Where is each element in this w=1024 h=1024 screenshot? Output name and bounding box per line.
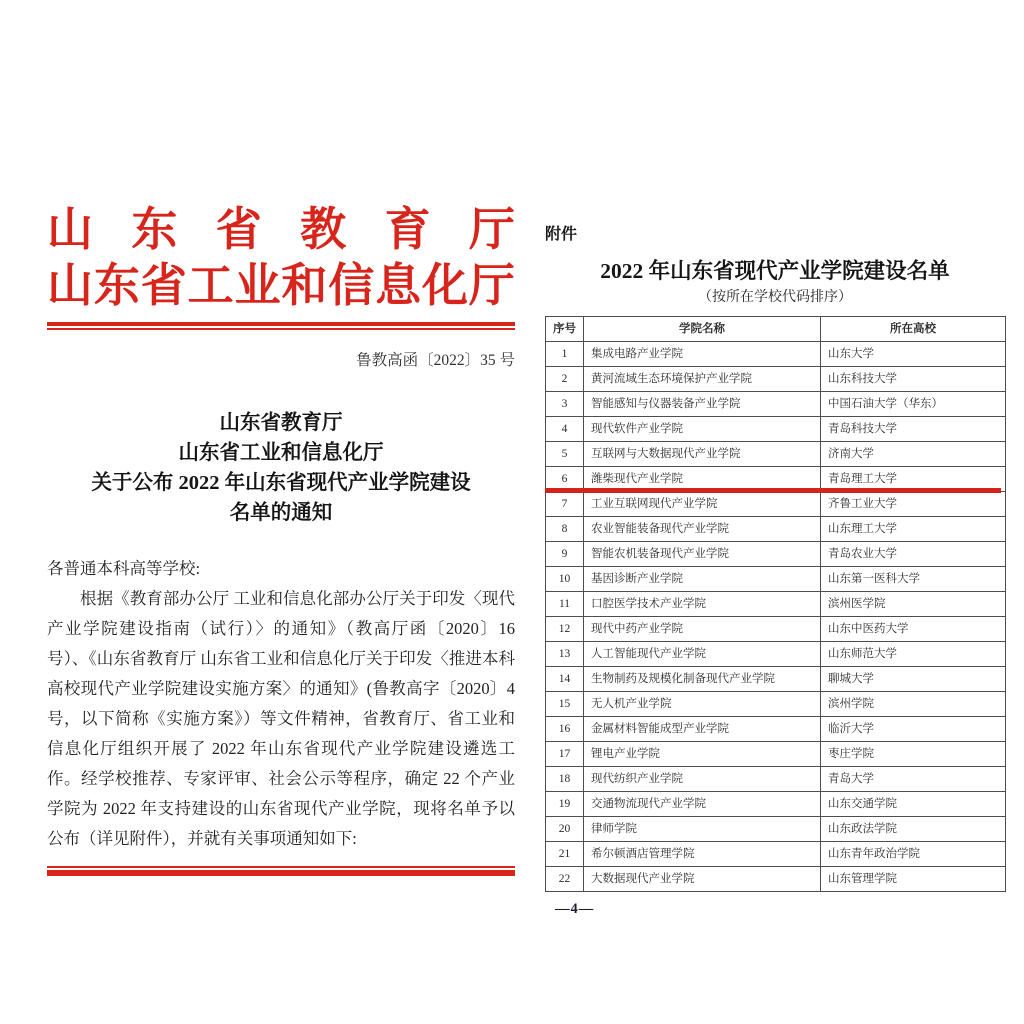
notice-title <box>47 408 515 528</box>
attachment-subtitle: （按所在学校代码排序） <box>698 290 852 305</box>
row-number-cell: 8 <box>546 517 584 542</box>
row-number-cell: 1 <box>546 342 584 367</box>
row-number-cell: 16 <box>546 717 584 742</box>
row-number-cell: 15 <box>546 692 584 717</box>
table-row <box>546 842 1006 867</box>
table-row <box>546 617 1006 642</box>
table-row <box>546 767 1006 792</box>
college-name-cell: 人工智能现代产业学院 <box>584 642 821 667</box>
university-cell: 山东科技大学 <box>821 367 1006 392</box>
table-row <box>546 417 1006 442</box>
college-name-cell: 律师学院 <box>584 817 821 842</box>
college-name-cell: 生物制药及规模化制备现代产业学院 <box>584 667 821 692</box>
table-row <box>546 792 1006 817</box>
college-name-cell: 智能农机装备现代产业学院 <box>584 542 821 567</box>
university-cell: 山东中医药大学 <box>821 617 1006 642</box>
table-header-row <box>546 317 1006 342</box>
college-name-cell: 农业智能装备现代产业学院 <box>584 517 821 542</box>
letterhead-agency-line2: 山 东 省 工 业 和 信 息 化 厅 <box>47 260 515 311</box>
attachment-label: 附件 <box>545 226 578 243</box>
row-number-cell: 5 <box>546 442 584 467</box>
university-cell: 青岛理工大学 <box>821 467 1006 492</box>
university-cell: 山东管理学院 <box>821 867 1006 892</box>
university-cell: 滨州学院 <box>821 692 1006 717</box>
college-name-cell: 锂电产业学院 <box>584 742 821 767</box>
row-number-cell: 10 <box>546 567 584 592</box>
college-name-cell: 黄河流域生态环境保护产业学院 <box>584 367 821 392</box>
university-cell: 山东青年政治学院 <box>821 842 1006 867</box>
header-cell-college: 学院名称 <box>584 317 821 342</box>
rule-thick-line <box>47 870 515 876</box>
college-name-cell: 集成电路产业学院 <box>584 342 821 367</box>
row-number-cell: 7 <box>546 492 584 517</box>
row-number-cell: 3 <box>546 392 584 417</box>
college-name-cell: 无人机产业学院 <box>584 692 821 717</box>
college-table-wrap <box>545 316 1005 892</box>
college-name-cell: 现代软件产业学院 <box>584 417 821 442</box>
attachment-title: 2022 年山东省现代产业学院建设名单 <box>600 259 950 283</box>
table-row <box>546 592 1006 617</box>
university-cell: 山东政法学院 <box>821 817 1006 842</box>
notice-title-line: 名单的通知 <box>229 502 333 524</box>
row-number-cell: 4 <box>546 417 584 442</box>
table-row <box>546 467 1006 492</box>
university-cell: 山东交通学院 <box>821 792 1006 817</box>
row-number-cell: 11 <box>546 592 584 617</box>
row-number-cell: 20 <box>546 817 584 842</box>
table-row <box>546 692 1006 717</box>
university-cell: 山东理工大学 <box>821 517 1006 542</box>
table-row <box>546 367 1006 392</box>
university-cell: 青岛农业大学 <box>821 542 1006 567</box>
table-row <box>546 392 1006 417</box>
college-name-cell: 基因诊断产业学院 <box>584 567 821 592</box>
college-name-cell: 大数据现代产业学院 <box>584 867 821 892</box>
notice-document <box>47 202 515 854</box>
college-name-cell: 现代中药产业学院 <box>584 617 821 642</box>
university-cell: 山东师范大学 <box>821 642 1006 667</box>
university-cell: 山东第一医科大学 <box>821 567 1006 592</box>
university-cell: 临沂大学 <box>821 717 1006 742</box>
college-name-cell: 潍柴现代产业学院 <box>584 467 821 492</box>
college-name-cell: 互联网与大数据现代产业学院 <box>584 442 821 467</box>
row-number-cell: 6 <box>546 467 584 492</box>
university-cell: 枣庄学院 <box>821 742 1006 767</box>
college-name-cell: 现代纺织产业学院 <box>584 767 821 792</box>
row-number-cell: 14 <box>546 667 584 692</box>
header-cell-no: 序号 <box>546 317 584 342</box>
table-row <box>546 542 1006 567</box>
college-name-cell: 口腔医学技术产业学院 <box>584 592 821 617</box>
university-cell: 山东大学 <box>821 342 1006 367</box>
university-cell: 青岛大学 <box>821 767 1006 792</box>
table-row <box>546 442 1006 467</box>
university-cell: 齐鲁工业大学 <box>821 492 1006 517</box>
notice-title-line: 关于公布 2022 年山东省现代产业学院建设 <box>91 472 471 494</box>
university-cell: 滨州医学院 <box>821 592 1006 617</box>
table-row <box>546 342 1006 367</box>
table-row <box>546 817 1006 842</box>
college-name-cell: 交通物流现代产业学院 <box>584 792 821 817</box>
university-cell: 中国石油大学（华东） <box>821 392 1006 417</box>
rule-thin-line <box>47 328 515 330</box>
table-row <box>546 867 1006 892</box>
college-name-cell: 工业互联网现代产业学院 <box>584 492 821 517</box>
table-row <box>546 717 1006 742</box>
row-number-cell: 22 <box>546 867 584 892</box>
salutation: 各普通本科高等学校: <box>47 559 201 578</box>
header-cell-university: 所在高校 <box>821 317 1006 342</box>
notice-body-paragraph: 根据《教育部办公厅 工业和信息化部办公厅关于印发〈现代产业学院建设指南（试行）〉的通知》（教高厅函〔2020〕16 号）、《山东省教育厅 山东省工业和信息化厅关于印发〈推进本科高校现代产业学院建设实施方案〉的通知》(鲁教高字〔2020〕4 号，以下简称《实施方案》）等文件精神，省教育厅、省工业和信息化厅组织开展了 2022 年山东省现代产业学院建设遴选工作。经学校推荐、专家评审、社会公示等程序，确定 22 个产业学院为 2022 年支持建设的山东省现代产业学院，现将名单予以公布（详见附件），并就有关事项通知如下: <box>47 589 515 848</box>
table-row <box>546 517 1006 542</box>
letterhead-agency-line1: 山 东 省 教 育 厅 <box>47 204 515 255</box>
table-row <box>546 567 1006 592</box>
college-name-cell: 希尔顿酒店管理学院 <box>584 842 821 867</box>
footer-double-rule <box>47 866 515 876</box>
document-number: 鲁教高函〔2022〕35 号 <box>356 352 515 369</box>
attachment-page <box>545 224 1005 918</box>
table-row <box>546 642 1006 667</box>
university-cell: 青岛科技大学 <box>821 417 1006 442</box>
page-number: —4— <box>555 901 595 917</box>
notice-title-line: 山东省教育厅 <box>219 412 343 434</box>
row-number-cell: 13 <box>546 642 584 667</box>
university-cell: 聊城大学 <box>821 667 1006 692</box>
table-row <box>546 667 1006 692</box>
college-table <box>545 316 1006 892</box>
row-number-cell: 2 <box>546 367 584 392</box>
table-row <box>546 742 1006 767</box>
notice-title-line: 山东省工业和信息化厅 <box>178 442 384 464</box>
letterhead-double-rule <box>47 322 515 330</box>
university-cell: 济南大学 <box>821 442 1006 467</box>
college-name-cell: 金属材料智能成型产业学院 <box>584 717 821 742</box>
row-number-cell: 17 <box>546 742 584 767</box>
row-number-cell: 12 <box>546 617 584 642</box>
row-number-cell: 21 <box>546 842 584 867</box>
college-name-cell: 智能感知与仪器装备产业学院 <box>584 392 821 417</box>
row-number-cell: 19 <box>546 792 584 817</box>
row-number-cell: 18 <box>546 767 584 792</box>
row-number-cell: 9 <box>546 542 584 567</box>
table-row <box>546 492 1006 517</box>
